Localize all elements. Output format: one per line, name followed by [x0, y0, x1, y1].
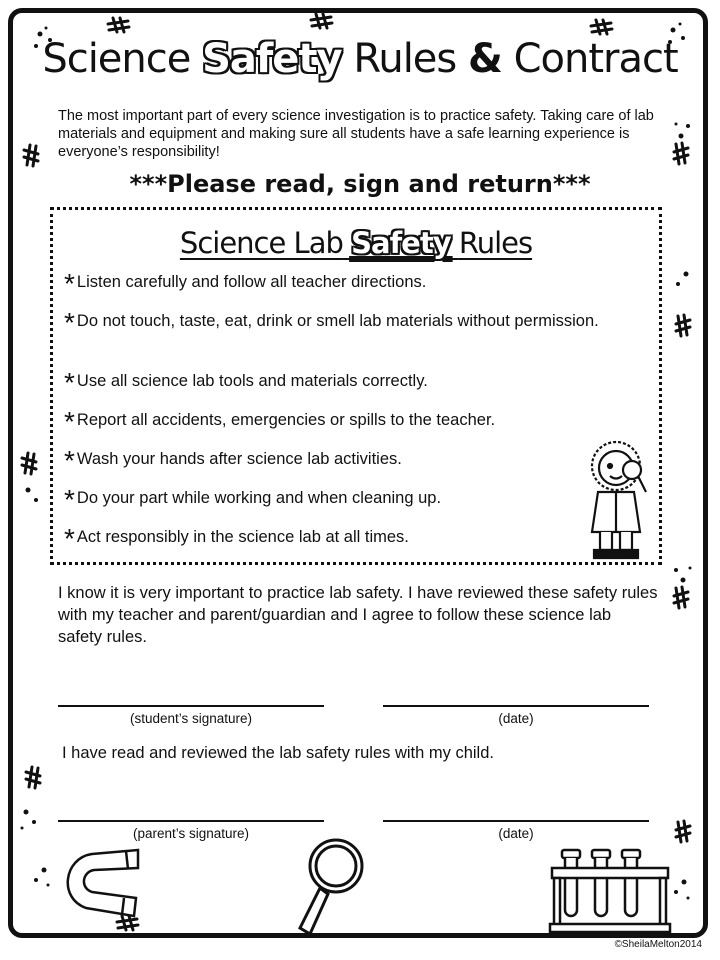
parent-statement: I have read and reviewed the lab safety rules with my child. — [62, 744, 494, 762]
rule-bullet: * — [64, 307, 75, 338]
rule-item — [64, 445, 624, 476]
rules-heading-text — [180, 226, 532, 260]
rules-heading-safety: Safety — [351, 226, 451, 260]
rule-bullet: * — [64, 268, 75, 299]
rule-text: Report all accidents, emergencies or spills to the teacher. — [76, 411, 496, 429]
rule-text: Listen carefully and follow all teacher directions. — [76, 273, 427, 291]
rule-text: Act responsibly in the science lab at all times. — [76, 528, 409, 546]
rule-bullet: * — [64, 484, 75, 515]
instruction-banner: ***Please read, sign and return*** — [129, 170, 591, 198]
title-word-science: Science — [42, 36, 191, 82]
test-tube-rack-icon — [548, 846, 672, 934]
rule-text: Wash your hands after science lab activities. — [76, 450, 402, 468]
rule-item — [64, 523, 624, 554]
rule-item — [64, 406, 624, 437]
student-date-line[interactable] — [383, 703, 649, 707]
rule-bullet: * — [64, 367, 75, 398]
rules-heading — [50, 226, 662, 260]
page-title — [0, 36, 720, 82]
rule-item — [64, 268, 624, 299]
magnet-icon — [50, 836, 160, 926]
student-date-label: (date) — [498, 711, 534, 726]
rule-bullet: * — [64, 406, 75, 437]
title-ampersand: & — [467, 36, 502, 82]
rule-bullet: * — [64, 445, 75, 476]
student-signature-label: (student’s signature) — [129, 711, 253, 726]
rule-item — [64, 484, 624, 515]
rule-item — [64, 367, 624, 398]
intro-paragraph: The most important part of every science investigation is to practice safety. Taking care of lab materials and equipment and making sure all students have a safe learning experience is everyone’s responsibility! — [58, 108, 654, 160]
student-agreement: I know it is very important to practice lab safety. I have reviewed these safety rules with my teacher and parent/guardian and I agree to follow these science lab safety rules. — [58, 584, 658, 646]
rule-bullet: * — [64, 523, 75, 554]
rule-text: Do your part while working and when cleaning up. — [76, 489, 442, 507]
title-word-safety: Safety — [202, 36, 342, 82]
rules-heading-part1: Science Lab — [179, 226, 343, 260]
magnifying-glass-icon — [292, 836, 372, 946]
student-signature-line[interactable] — [58, 703, 324, 707]
title-word-rules: Rules — [353, 36, 457, 82]
scientist-kid-icon — [580, 436, 660, 566]
copyright-notice: ©SheilaMelton2014 — [614, 939, 702, 950]
title-word-contract: Contract — [513, 36, 678, 82]
parent-date-line[interactable] — [383, 818, 649, 822]
parent-date-label: (date) — [498, 826, 534, 841]
parent-signature-line[interactable] — [58, 818, 324, 822]
parent-signature-label: (parent’s signature) — [132, 826, 250, 841]
rule-text: Do not touch, taste, eat, drink or smell lab materials without permission. — [76, 312, 599, 330]
rule-item — [64, 307, 624, 338]
rule-text: Use all science lab tools and materials correctly. — [76, 372, 428, 390]
rules-heading-part3: Rules — [458, 226, 533, 260]
